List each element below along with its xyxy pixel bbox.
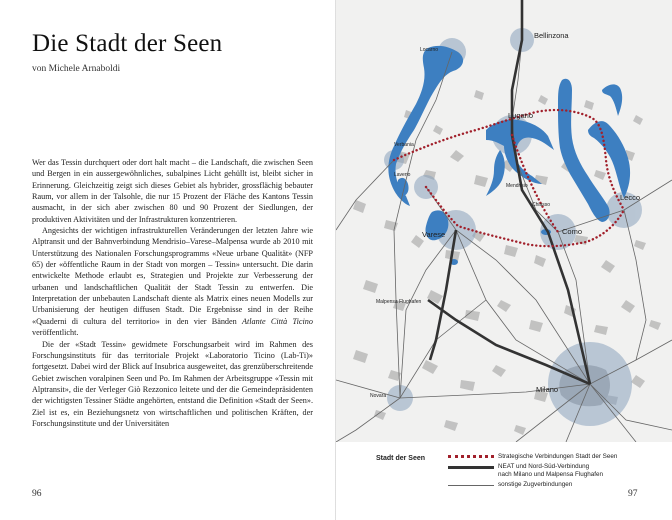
paragraph-2-tail: veröffentlicht. xyxy=(32,328,79,338)
label-mendrisio: Mendrisio xyxy=(506,183,528,189)
legend-label-neat: NEAT und Nord-Süd-Verbindung xyxy=(498,463,590,470)
label-como: Como xyxy=(562,227,583,236)
right-page xyxy=(336,0,672,520)
author-line: von Michele Arnaboldi xyxy=(32,64,121,74)
label-bellinzona: Bellinzona xyxy=(534,31,569,40)
legend-swatch-dotted xyxy=(448,455,494,458)
label-lecco: Lecco xyxy=(620,193,641,202)
label-verbania: Verbania xyxy=(394,142,414,148)
legend-swatch-thick xyxy=(448,466,494,469)
label-locarno: Locarno xyxy=(420,47,439,53)
page-number-left: 96 xyxy=(32,489,42,499)
label-varese: Varese xyxy=(422,230,446,239)
article-title: Die Stadt der Seen xyxy=(32,30,223,57)
paragraph-2-text: Angesichts der wichtigen infrastrukturellen Veränderungen der letzten Jahre wie Alptransit und der Bahnverbindung Mendrisio–Varese–Malpensa wurde ab 2010 mit Unterstützung des Nationalen Forschungsprogramms «Neue urbane Qualität» (NFP 65) der «öffentliche Raum in der Stadt von morgen – Tessin» untersucht. Die darin entwickelte Methode erlaubt es, Strategien und Projekte zur Verbesserung der urbanen und landschaftlichen Qualität der Stadt Tessin zu entwerfen. Die Interpretation der unbebauten Landschaft diente als Matrix eines neuen Modells zur Urbanisierung der heutigen diffusen Stadt. Die Ergebnisse sind in der Reihe «Quaderni di cultura del territorio» in den vier Bänden xyxy=(32,226,313,326)
paragraph-1: Wer das Tessin durchquert oder dort halt macht – die Landschaft, die zwischen Seen und Bergen in ein aussergewöhnliches, subalpines Licht gehüllt ist, bleibt sicher in Erinnerung. Gleichzeitig zeigt sich dieses Gebiet als hybrider, grossflächig bebauter Raum, vor allem in der Talsohle, die nur 15 Prozent der Fläche des Kantons Tessin ausmacht, in der sich aber zwischen 80 und 90 Prozent der Siedlungen, der produktiven Aktivitäten und der Infrastrukturen konzentrieren. xyxy=(32,158,313,224)
page-number-right: 97 xyxy=(628,489,638,499)
region-map xyxy=(336,0,672,442)
label-malpensa: Malpensa Flughafen xyxy=(376,299,422,305)
label-novara: Novara xyxy=(370,393,387,399)
paragraph-3: Die der «Stadt Tessin» gewidmete Forschungsarbeit wird im Rahmen des Forschungsinstituts für das territoriale Projekt «Laboratorio Ticino (Lab-Ti)» fortgesetzt. Dabei wird der Blick auf Insubrica ausgeweitet, das grenzüberschreitende Gebiet zwischen voralpinen Seen und Po. Im Rahmen der Arbeitsgruppe «Tessin mit Alptransit», die der Verleger Giò Rezzonico leitete und der die Gemeindepräsidenten der wichtigsten Tessiner Städte angehörten, entstand die Definition «Stadt der Seen». Ziel ist es, ein Beziehungsnetz von wirtschaftlichen und politischen Kräften, der Forschungsinstitute und der Universitäten xyxy=(32,339,313,428)
label-milano: Milano xyxy=(536,385,559,394)
label-chiasso: Chiasso xyxy=(532,202,551,208)
legend-item-milano xyxy=(448,471,668,481)
legend-item-strategic xyxy=(448,453,668,463)
legend-swatch-thin xyxy=(448,485,494,486)
label-lugano: Lugano xyxy=(508,111,534,120)
legend-title: Stadt der Seen xyxy=(376,455,426,462)
legend-label-other: sonstige Zugverbindungen xyxy=(498,481,573,488)
label-laveno: Laveno xyxy=(394,172,411,178)
italic-title: Atlante Città Ticino xyxy=(242,316,313,326)
body-text xyxy=(32,157,313,429)
paragraph-2 xyxy=(32,225,313,338)
legend-label-milano: nach Milano und Malpensa Flughafen xyxy=(498,471,604,478)
legend-label-strategic: Strategische Verbindungen Stadt der Seen xyxy=(498,453,618,460)
